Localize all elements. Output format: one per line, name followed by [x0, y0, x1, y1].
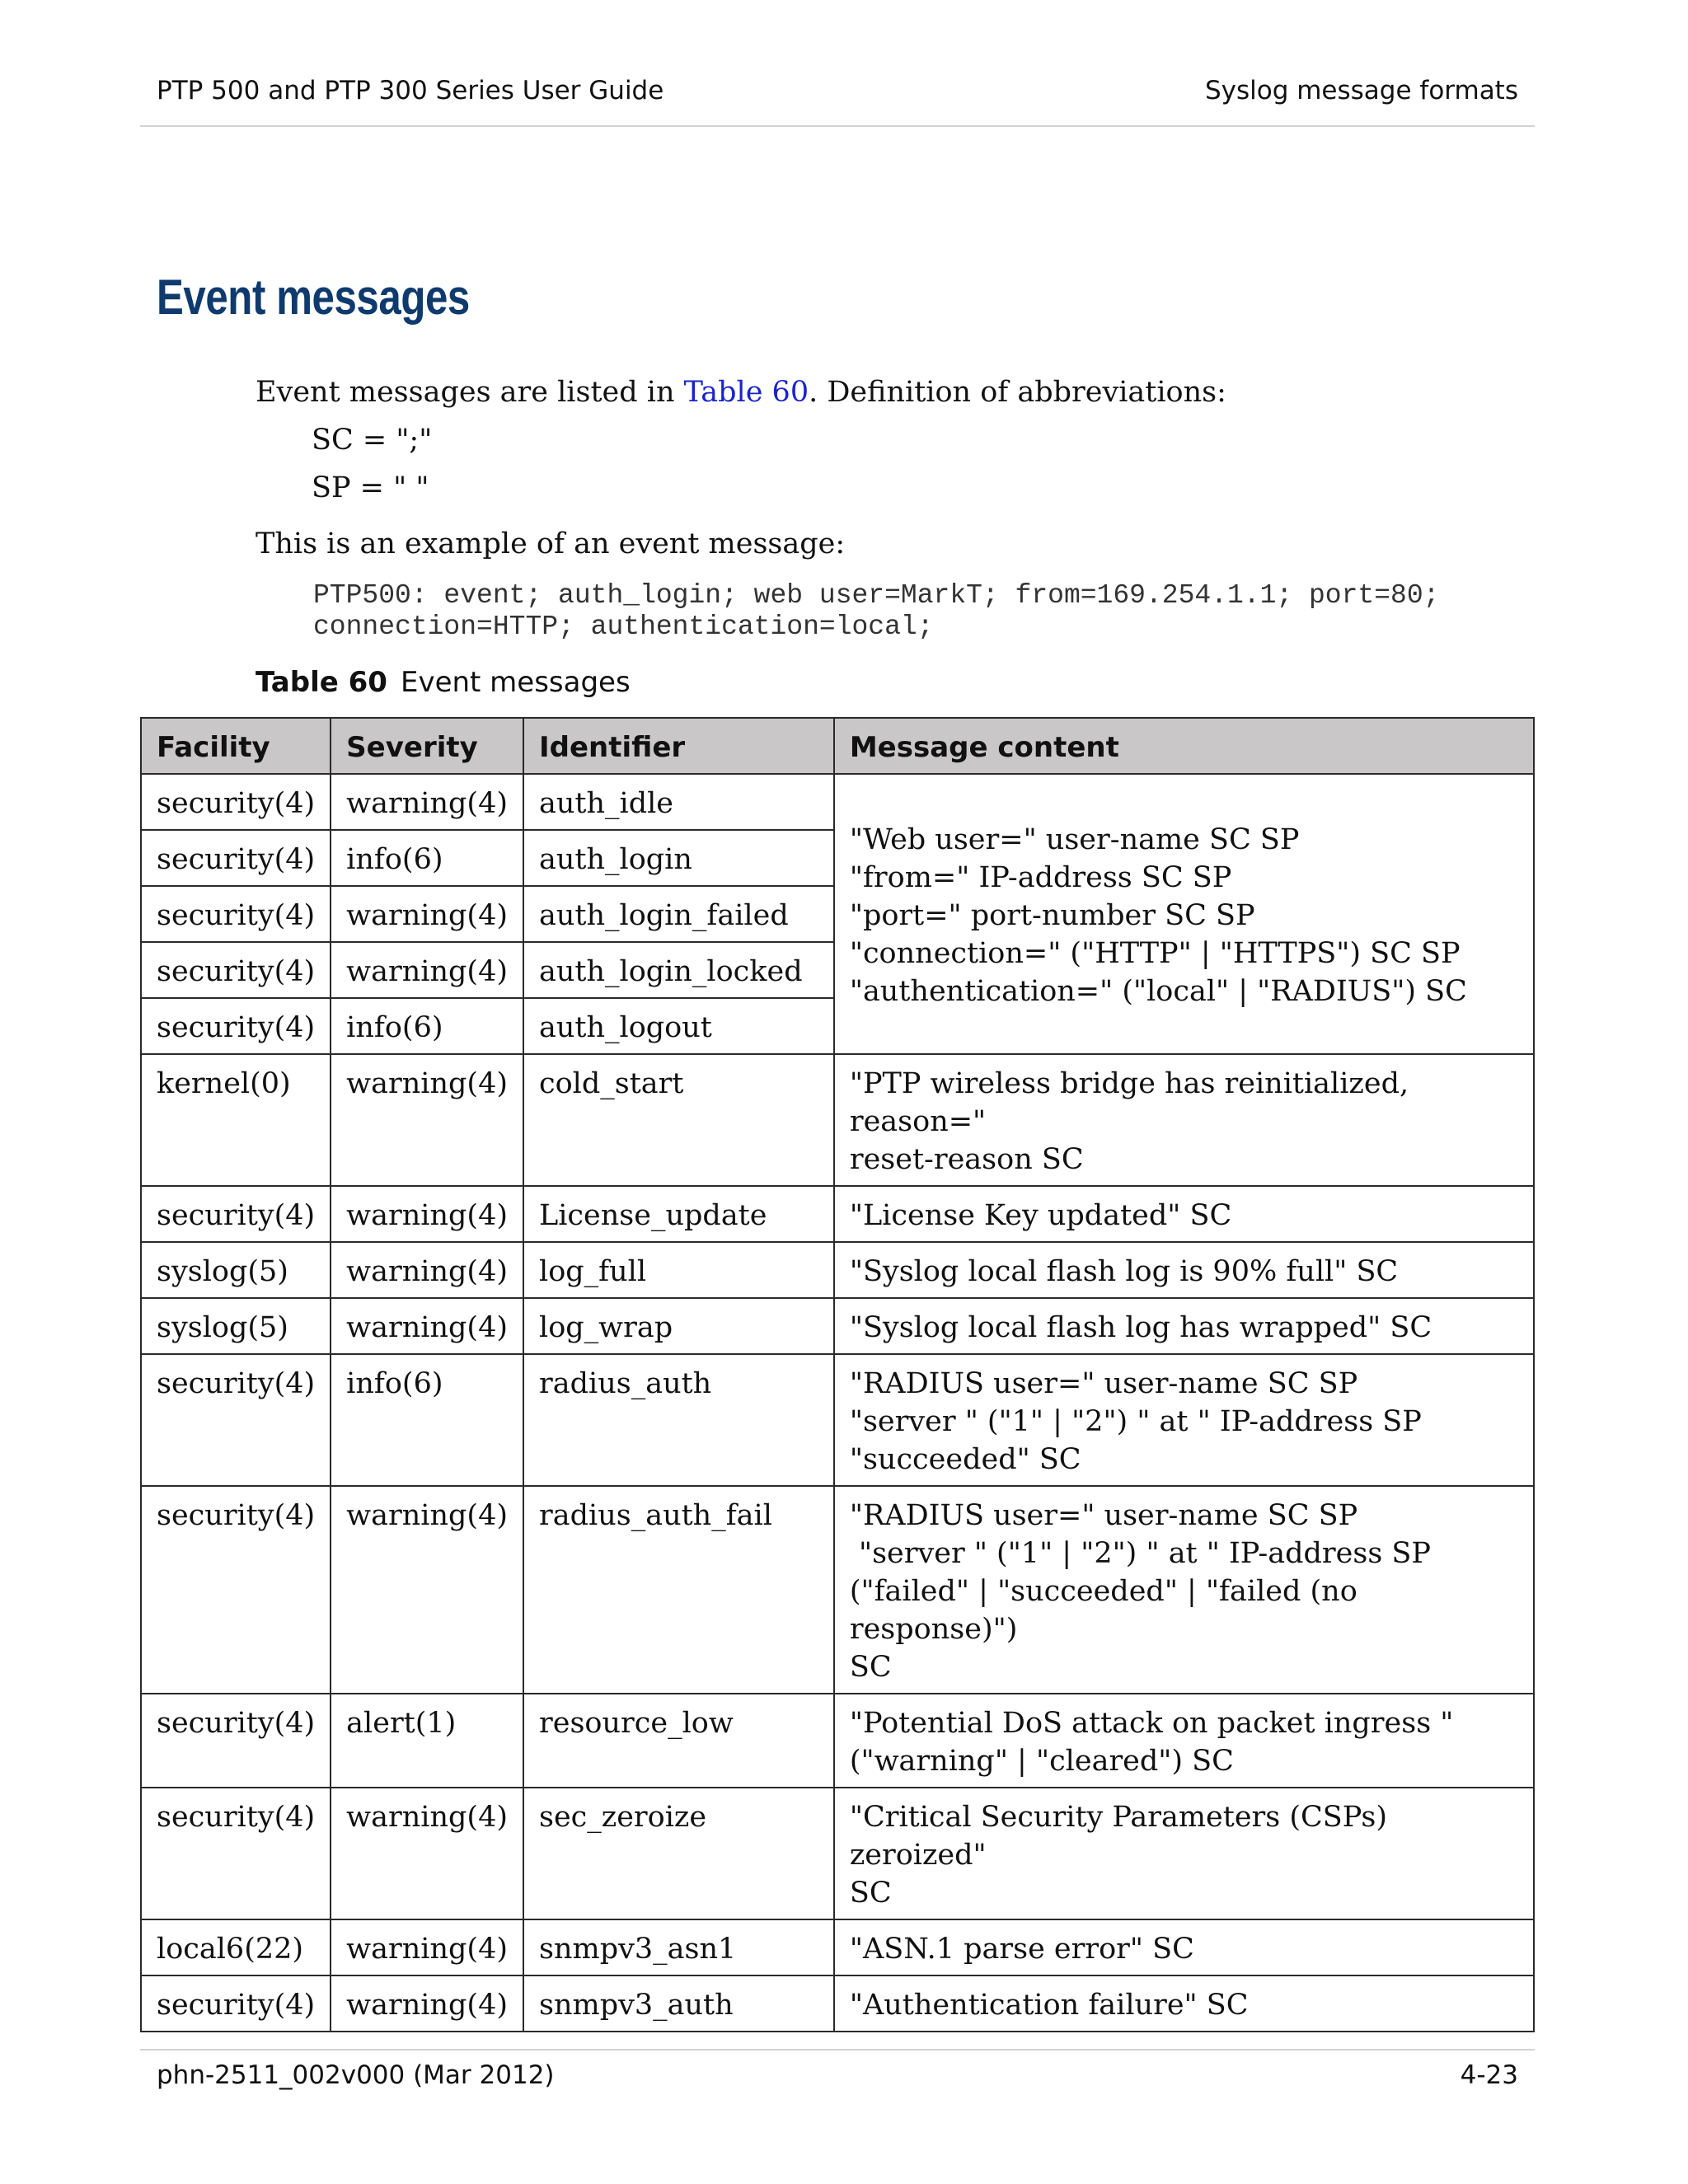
message-line: "authentication=" ("local" | "RADIUS") SC [849, 975, 1467, 1008]
cell-facility: security(4) [141, 1186, 331, 1242]
cell-severity: warning(4) [331, 774, 523, 830]
cell-message-content [834, 1242, 1534, 1298]
section-title: Event messages [157, 269, 470, 325]
cell-identifier: auth_logout [523, 998, 834, 1054]
cell-facility: security(4) [141, 998, 331, 1054]
cell-message-content [834, 1298, 1534, 1354]
message-line: "succeeded" SC [849, 1443, 1081, 1476]
table-row [141, 1694, 1534, 1788]
cell-severity: alert(1) [331, 1694, 523, 1788]
cell-message-content [834, 1694, 1534, 1788]
cell-facility: security(4) [141, 830, 331, 886]
cell-facility: security(4) [141, 1694, 331, 1788]
table-row [141, 1054, 1534, 1186]
message-line: "server " ("1" | "2") " at " IP-address SP [849, 1405, 1422, 1438]
table-row [141, 774, 1534, 830]
message-line: reset-reason SC [849, 1143, 1084, 1176]
cell-identifier: radius_auth_fail [523, 1486, 834, 1694]
table-row [141, 1242, 1534, 1298]
cell-facility: kernel(0) [141, 1054, 331, 1186]
cell-severity: info(6) [331, 830, 523, 886]
cell-identifier: auth_login [523, 830, 834, 886]
example-code-line-2: connection=HTTP; authentication=local; [313, 612, 934, 642]
message-line: "Web user=" user-name SC SP [849, 823, 1300, 856]
header-severity: Severity [331, 718, 523, 774]
example-code-line-1: PTP500: event; auth_login; web user=MarkT; from=169.254.1.1; port=80; [313, 580, 1440, 611]
message-line: "connection=" ("HTTP" | "HTTPS") SC SP [849, 937, 1461, 970]
header-message-content: Message content [834, 718, 1534, 774]
cell-identifier: License_update [523, 1186, 834, 1242]
cell-severity: warning(4) [331, 1975, 523, 2032]
cell-facility: syslog(5) [141, 1298, 331, 1354]
header-doc-title: PTP 500 and PTP 300 Series User Guide [157, 76, 664, 105]
cell-severity: warning(4) [331, 886, 523, 942]
cell-severity: warning(4) [331, 1298, 523, 1354]
page-header [140, 76, 1535, 127]
cell-severity: warning(4) [331, 1054, 523, 1186]
message-line: "Potential DoS attack on packet ingress " [849, 1707, 1454, 1740]
event-messages-table [140, 717, 1535, 2032]
cell-facility: local6(22) [141, 1919, 331, 1975]
message-line: "Critical Security Parameters (CSPs) zeroized" [849, 1801, 1397, 1872]
message-line: "Authentication failure" SC [849, 1989, 1249, 2022]
intro-text-after: . Definition of abbreviations: [809, 376, 1226, 409]
header-facility: Facility [141, 718, 331, 774]
table-60-link[interactable]: Table 60 [683, 376, 809, 409]
table-caption-label: Table 60 [256, 666, 387, 699]
cell-identifier: auth_idle [523, 774, 834, 830]
abbr-sp: SP = " " [312, 471, 429, 504]
intro-paragraph [256, 376, 1226, 409]
message-line: ("warning" | "cleared") SC [849, 1745, 1234, 1778]
message-line: "RADIUS user=" user-name SC SP [849, 1499, 1358, 1532]
table-row [141, 1975, 1534, 2032]
cell-facility: security(4) [141, 942, 331, 998]
header-section-name: Syslog message formats [1204, 76, 1518, 105]
page-footer [140, 2049, 1535, 2090]
message-line: "Syslog local flash log is 90% full" SC [849, 1255, 1399, 1288]
footer-doc-id: phn-2511_002v000 (Mar 2012) [157, 2060, 555, 2090]
example-intro: This is an example of an event message: [256, 527, 846, 560]
cell-facility: security(4) [141, 1486, 331, 1694]
table-row [141, 1186, 1534, 1242]
cell-identifier: resource_low [523, 1694, 834, 1788]
cell-severity: info(6) [331, 1354, 523, 1486]
table-body [141, 774, 1534, 2032]
message-line: "RADIUS user=" user-name SC SP [849, 1367, 1358, 1400]
cell-message-content [834, 1186, 1534, 1242]
table-row [141, 1354, 1534, 1486]
message-line: "server " ("1" | "2") " at " IP-address SP [849, 1537, 1431, 1570]
cell-identifier: snmpv3_auth [523, 1975, 834, 2032]
message-line: "from=" IP-address SC SP [849, 861, 1232, 894]
cell-message-content [834, 1788, 1534, 1919]
cell-severity: warning(4) [331, 1242, 523, 1298]
cell-identifier: radius_auth [523, 1354, 834, 1486]
message-line: SC [849, 1651, 892, 1684]
cell-message-content [834, 774, 1534, 1054]
footer-page-number: 4-23 [1460, 2060, 1518, 2090]
cell-facility: security(4) [141, 1788, 331, 1919]
cell-severity: info(6) [331, 998, 523, 1054]
cell-identifier: sec_zeroize [523, 1788, 834, 1919]
table-row [141, 1486, 1534, 1694]
cell-identifier: log_wrap [523, 1298, 834, 1354]
table-row [141, 1298, 1534, 1354]
cell-message-content [834, 1354, 1534, 1486]
cell-facility: security(4) [141, 886, 331, 942]
message-line: "ASN.1 parse error" SC [849, 1933, 1194, 1966]
cell-severity: warning(4) [331, 1486, 523, 1694]
cell-facility: security(4) [141, 1975, 331, 2032]
cell-identifier: auth_login_locked [523, 942, 834, 998]
cell-identifier: snmpv3_asn1 [523, 1919, 834, 1975]
cell-facility: security(4) [141, 1354, 331, 1486]
cell-severity: warning(4) [331, 942, 523, 998]
cell-identifier: auth_login_failed [523, 886, 834, 942]
message-line: SC [849, 1877, 892, 1910]
message-line: "PTP wireless bridge has reinitialized, [849, 1067, 1409, 1100]
intro-text-before: Event messages are listed in [256, 376, 684, 409]
cell-message-content [834, 1975, 1534, 2032]
cell-identifier: cold_start [523, 1054, 834, 1186]
cell-message-content [834, 1919, 1534, 1975]
message-line: "port=" port-number SC SP [849, 899, 1255, 932]
table-row [141, 1919, 1534, 1975]
table-row [141, 1788, 1534, 1919]
message-line: "License Key updated" SC [849, 1199, 1232, 1232]
cell-severity: warning(4) [331, 1186, 523, 1242]
table-header-row [141, 718, 1534, 774]
message-line: reason=" [849, 1105, 987, 1138]
header-identifier: Identifier [523, 718, 834, 774]
table-caption-title: Event messages [400, 666, 631, 699]
cell-message-content [834, 1486, 1534, 1694]
message-line: ("failed" | "succeeded" | "failed (no response)") [849, 1575, 1367, 1646]
cell-message-content [834, 1054, 1534, 1186]
cell-severity: warning(4) [331, 1788, 523, 1919]
table-caption [256, 666, 631, 699]
abbr-sc: SC = ";" [312, 424, 433, 457]
cell-facility: security(4) [141, 774, 331, 830]
cell-severity: warning(4) [331, 1919, 523, 1975]
message-line: "Syslog local flash log has wrapped" SC [849, 1311, 1432, 1344]
cell-facility: syslog(5) [141, 1242, 331, 1298]
cell-identifier: log_full [523, 1242, 834, 1298]
